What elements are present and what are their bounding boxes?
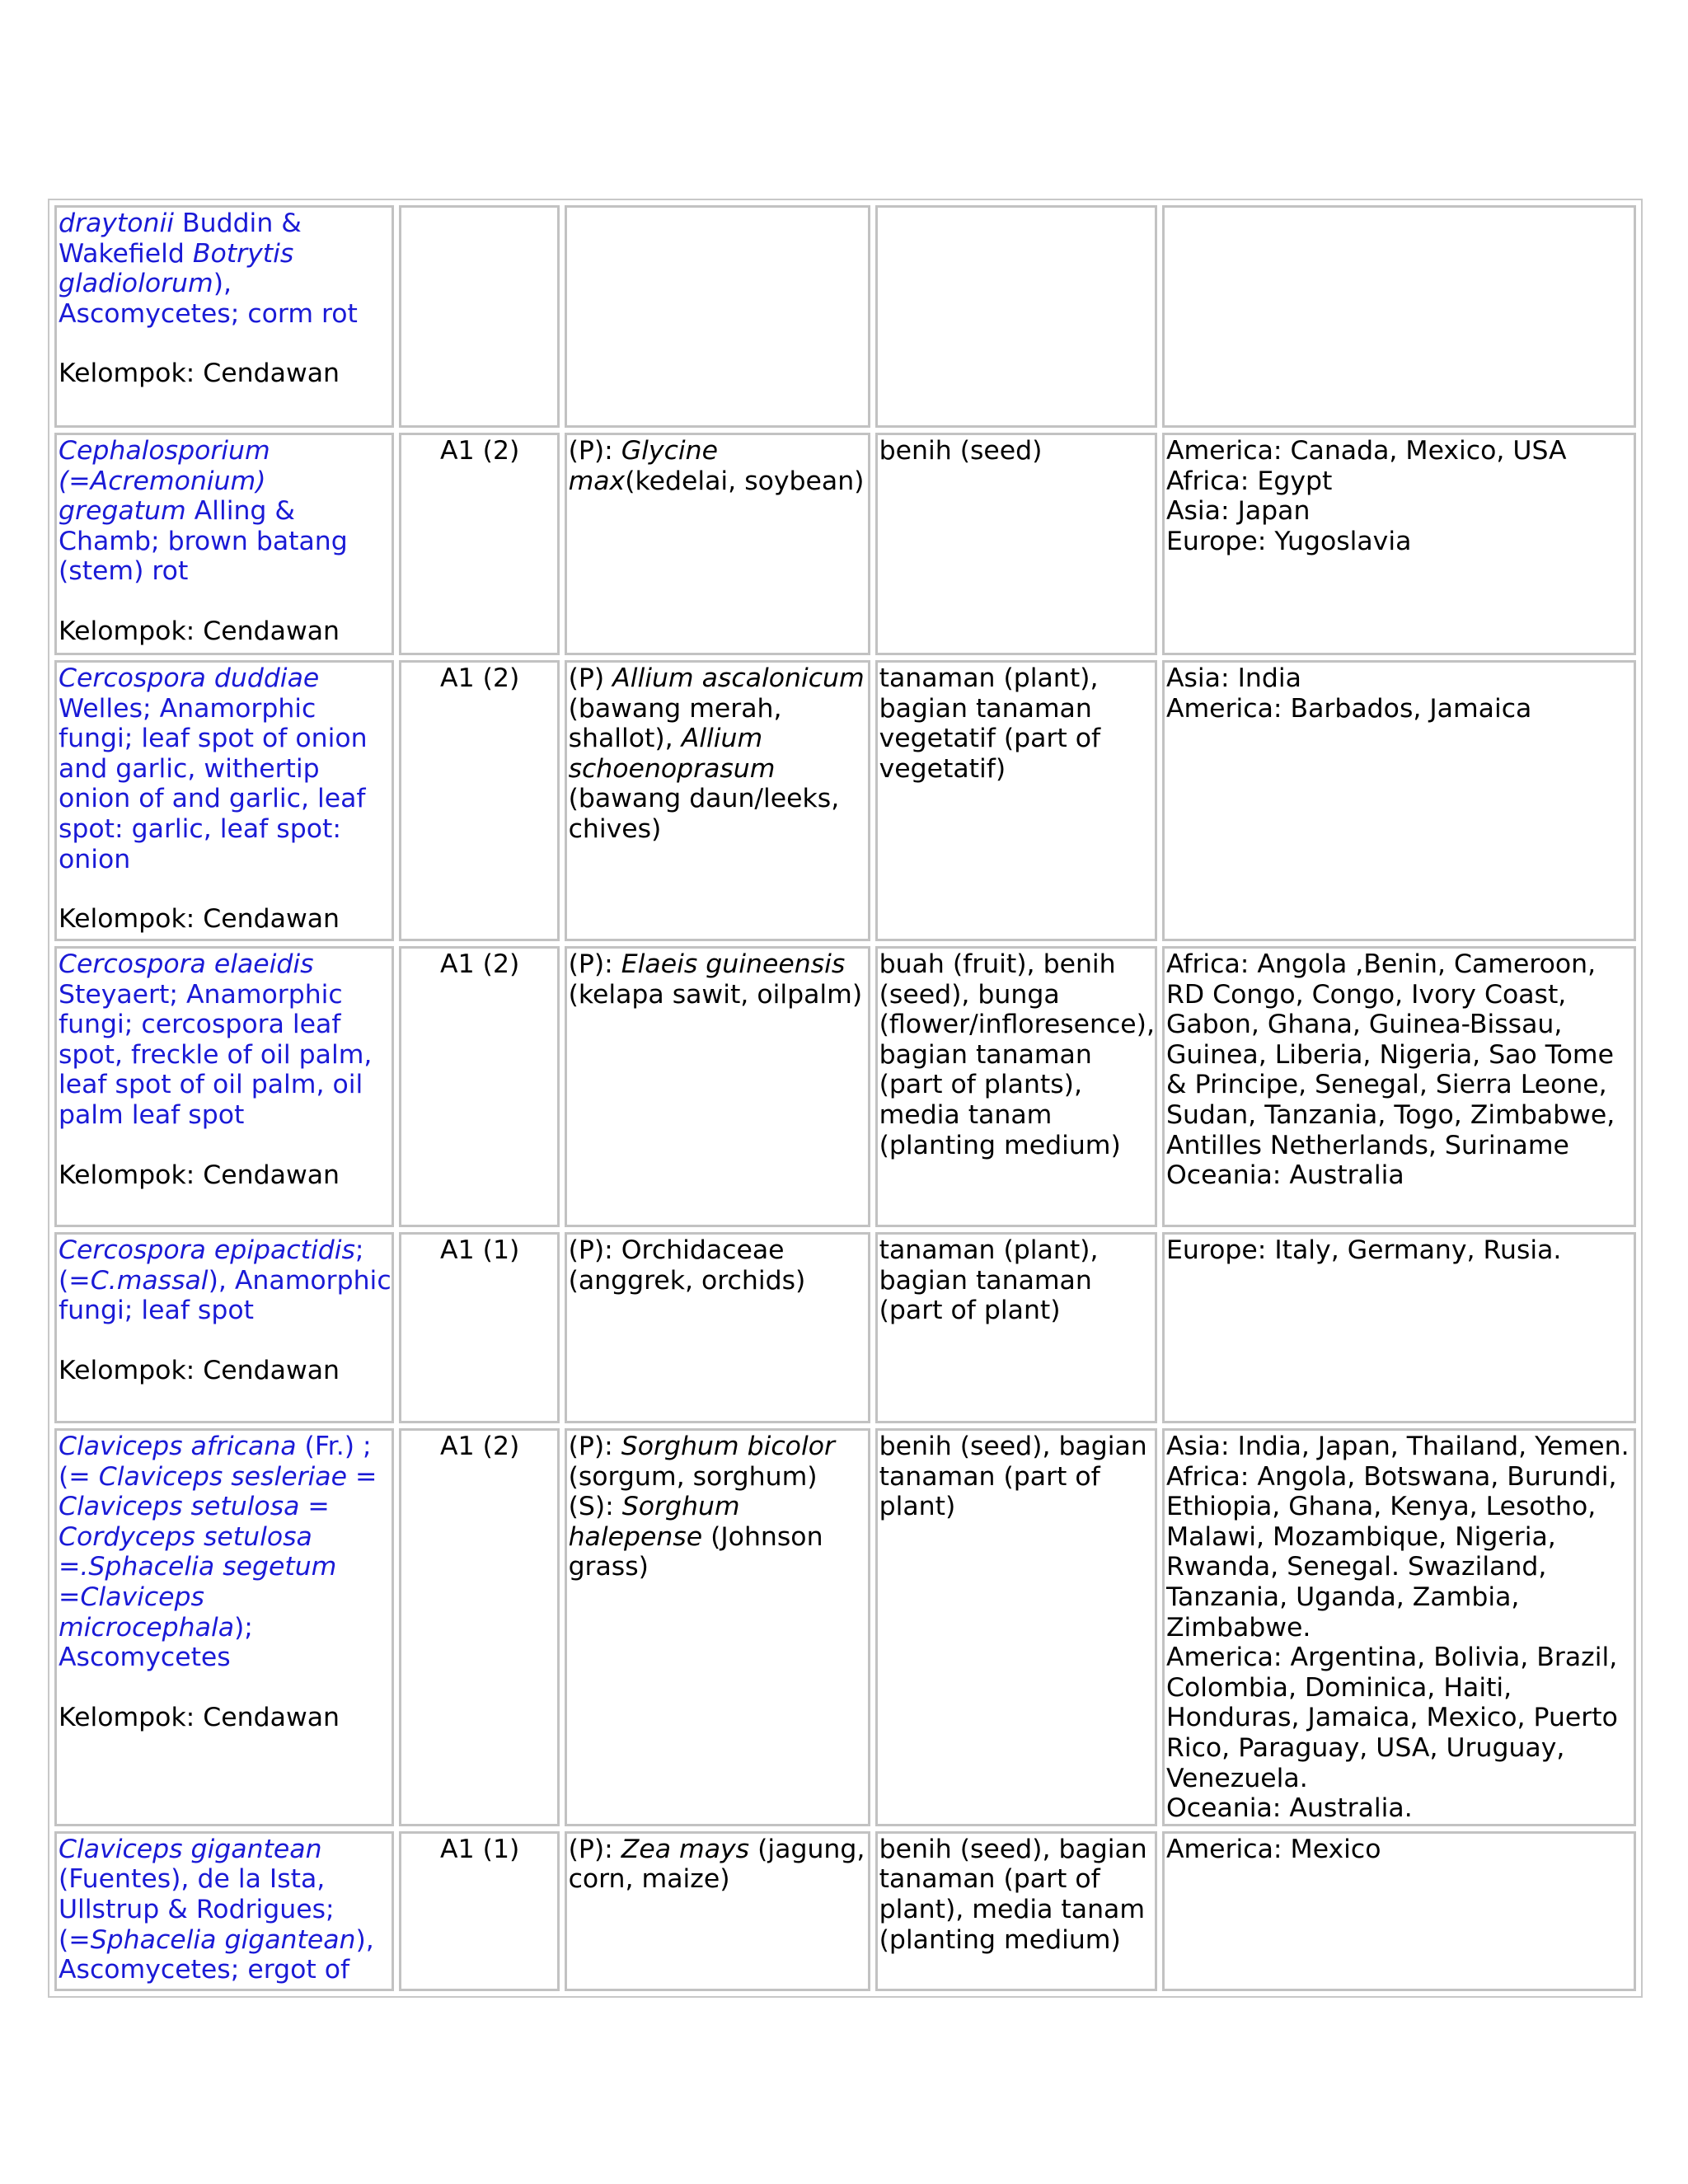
table-row bbox=[54, 205, 1636, 428]
distribution-region: Africa: Angola, Botswana, Burundi, Ethiopia, Ghana, Kenya, Lesotho, Malawi, Mozambique, Nigeria, Rwanda, Senegal. Swaziland, Tanzania, Uganda, Zambia, Zimbabwe. bbox=[1165, 1461, 1617, 1643]
pathway-cell: benih (seed) bbox=[875, 433, 1157, 655]
organism-cell bbox=[54, 433, 394, 655]
organism-name: draytonii Buddin & Wakefield Botrytis gladiolorum), Ascomycetes; corm rot bbox=[59, 209, 358, 329]
table-row bbox=[54, 433, 1636, 655]
pathway-cell: tanaman (plant), bagian tanaman (part of plant) bbox=[875, 1232, 1157, 1423]
category-cell bbox=[399, 205, 560, 428]
category-cell: A1 (2) bbox=[399, 660, 560, 941]
distribution-cell bbox=[1162, 946, 1636, 1227]
pathway-cell: tanaman (plant), bagian tanaman vegetatif (part of vegetatif) bbox=[875, 660, 1157, 941]
group-label: Kelompok: Cendawan bbox=[59, 1702, 340, 1732]
organism-cell bbox=[54, 1232, 394, 1423]
distribution-region: Oceania: Australia. bbox=[1165, 1793, 1413, 1824]
pathway-cell: buah (fruit), benih (seed), bunga (flower/infloresence), bagian tanaman (part of plants), media tanam (planting medium) bbox=[875, 946, 1157, 1227]
distribution-region: Asia: India bbox=[1165, 663, 1301, 693]
pathway-cell: benih (seed), bagian tanaman (part of plant) bbox=[875, 1428, 1157, 1826]
host-cell: (P): Elaeis guineensis (kelapa sawit, oilpalm) bbox=[565, 946, 870, 1227]
distribution-region: America: Barbados, Jamaica bbox=[1165, 693, 1532, 724]
distribution-cell bbox=[1162, 1232, 1636, 1423]
category-cell: A1 (2) bbox=[399, 1428, 560, 1826]
organism-cell bbox=[54, 205, 394, 428]
distribution-cell bbox=[1162, 205, 1636, 428]
distribution-region: Europe: Yugoslavia bbox=[1165, 526, 1412, 556]
category-cell: A1 (1) bbox=[399, 1831, 560, 1991]
organism-name: Claviceps gigantean (Fuentes), de la Ista, Ullstrup & Rodrigues; (=Sphacelia gigantean), Ascomycetes; ergot of bbox=[59, 1834, 374, 1985]
distribution-cell bbox=[1162, 1831, 1636, 1991]
pathway-cell: benih (seed), bagian tanaman (part of plant), media tanam (planting medium) bbox=[875, 1831, 1157, 1991]
distribution-region: America: Mexico bbox=[1165, 1834, 1381, 1864]
organism-name: Claviceps africana (Fr.) ; (= Claviceps sesleriae = Claviceps setulosa = Cordyceps setulosa =.Sphacelia segetum =Claviceps microcephala); Ascomycetes bbox=[59, 1432, 377, 1673]
group-label: Kelompok: Cendawan bbox=[59, 616, 340, 646]
distribution-region: Asia: Japan bbox=[1165, 496, 1311, 527]
distribution-cell bbox=[1162, 660, 1636, 941]
organism-cell bbox=[54, 946, 394, 1227]
distribution-region: Africa: Egypt bbox=[1165, 466, 1333, 496]
table-row bbox=[54, 1232, 1636, 1423]
organism-cell bbox=[54, 1831, 394, 1991]
host-cell: (P): Orchidaceae (anggrek, orchids) bbox=[565, 1232, 870, 1423]
group-label: Kelompok: Cendawan bbox=[59, 1160, 340, 1190]
category-cell: A1 (2) bbox=[399, 433, 560, 655]
table-row bbox=[54, 946, 1636, 1227]
distribution-region: America: Argentina, Bolivia, Brazil, Colombia, Dominica, Haiti, Honduras, Jamaica, Mexico, Puerto Rico, Paraguay, USA, Uruguay, Venezuela. bbox=[1165, 1643, 1618, 1793]
group-label: Kelompok: Cendawan bbox=[59, 904, 340, 935]
host-cell: (P): Glycine max(kedelai, soybean) bbox=[565, 433, 870, 655]
distribution-region: Asia: India, Japan, Thailand, Yemen. bbox=[1165, 1432, 1629, 1461]
pest-table bbox=[48, 199, 1643, 1998]
organism-cell bbox=[54, 1428, 394, 1826]
distribution-region: Europe: Italy, Germany, Rusia. bbox=[1165, 1235, 1562, 1265]
host-cell: (P): Zea mays (jagung, corn, maize) bbox=[565, 1831, 870, 1991]
host-cell: (P): Sorghum bicolor (sorgum, sorghum) (S): Sorghum halepense (Johnson grass) bbox=[565, 1428, 870, 1826]
pathway-cell bbox=[875, 205, 1157, 428]
table-row bbox=[54, 1428, 1636, 1826]
host-cell bbox=[565, 205, 870, 428]
distribution-cell bbox=[1162, 1428, 1636, 1826]
organism-cell bbox=[54, 660, 394, 941]
organism-name: Cercospora epipactidis; (=C.massal), Anamorphic fungi; leaf spot bbox=[59, 1235, 392, 1326]
distribution-cell bbox=[1162, 433, 1636, 655]
distribution-region: America: Canada, Mexico, USA bbox=[1165, 436, 1567, 466]
host-cell: (P) Allium ascalonicum (bawang merah, shallot), Allium schoenoprasum (bawang daun/leeks, chives) bbox=[565, 660, 870, 941]
group-label: Kelompok: Cendawan bbox=[59, 1355, 340, 1385]
distribution-region: Africa: Angola ,Benin, Cameroon, RD Congo, Congo, Ivory Coast, Gabon, Ghana, Guinea-Bissau, Guinea, Liberia, Nigeria, Sao Tome & Principe, Senegal, Sierra Leone, Sudan, Tanzania, Togo, Zimbabwe, Antilles Netherlands, Suriname bbox=[1165, 949, 1615, 1160]
group-label: Kelompok: Cendawan bbox=[59, 359, 340, 389]
organism-name: Cephalosporium (=Acremonium) gregatum Alling & Chamb; brown batang (stem) rot bbox=[59, 436, 348, 587]
table-row bbox=[54, 1831, 1636, 1991]
category-cell: A1 (2) bbox=[399, 946, 560, 1227]
organism-name: Cercospora duddiae Welles; Anamorphic fungi; leaf spot of onion and garlic, withertip onion of and garlic, leaf spot: garlic, leaf spot: onion bbox=[59, 663, 368, 874]
distribution-region: Oceania: Australia bbox=[1165, 1160, 1404, 1191]
category-cell: A1 (1) bbox=[399, 1232, 560, 1423]
table-row bbox=[54, 660, 1636, 941]
organism-name: Cercospora elaeidis Steyaert; Anamorphic fungi; cercospora leaf spot, freckle of oil palm, leaf spot of oil palm, oil palm leaf spot bbox=[59, 949, 373, 1130]
